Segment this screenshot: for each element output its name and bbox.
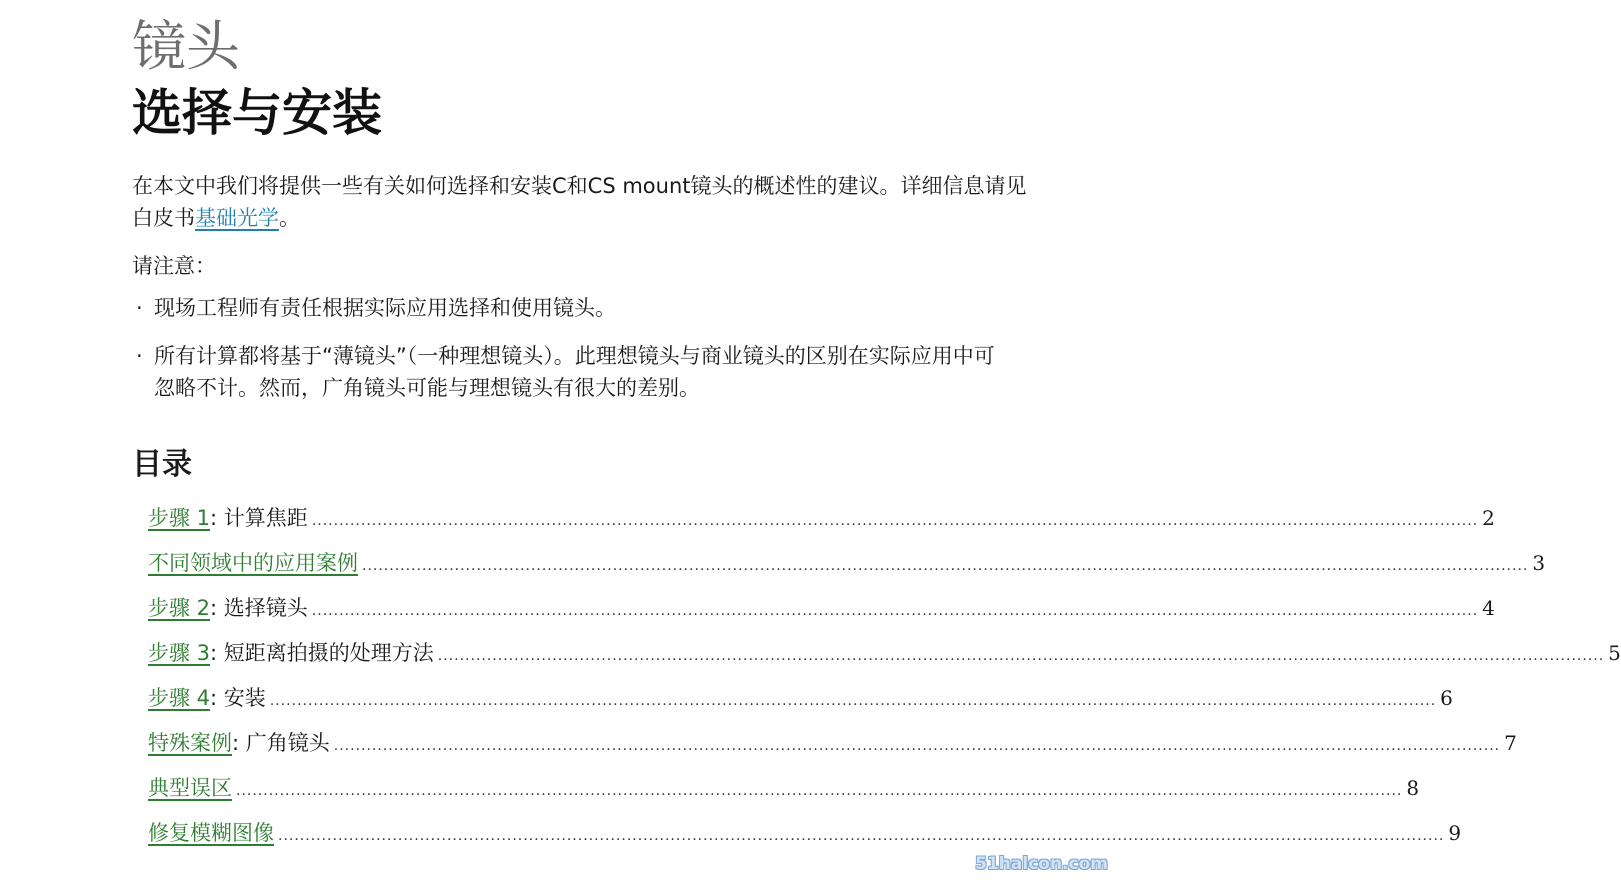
title-line-1: 镜头 — [132, 15, 240, 78]
toc-link[interactable]: 步骤 1 — [148, 506, 211, 530]
dot-leader: ...................................................................................................................................................................................................................... — [311, 513, 1479, 529]
toc-entry-title: : 短距离拍摄的处理方法 — [210, 641, 434, 665]
toc-entry-step-3 — [148, 635, 1621, 680]
note-item — [132, 340, 1012, 404]
toc-entry-title: : 选择镜头 — [210, 596, 308, 620]
toc-entry-title: : 广角镜头 — [232, 731, 330, 755]
intro-text-end: 。 — [279, 206, 300, 230]
note-item — [132, 292, 1012, 324]
toc-page-number: 5 — [1608, 641, 1621, 665]
toc-link[interactable]: 修复模糊图像 — [148, 821, 274, 845]
toc-page-number: 2 — [1482, 506, 1495, 530]
toc-link[interactable]: 步骤 4 — [148, 686, 211, 710]
toc-entry-special-case — [148, 725, 1517, 770]
toc-link[interactable]: 特殊案例 — [148, 731, 232, 755]
toc-link[interactable]: 不同领域中的应用案例 — [148, 551, 358, 575]
toc-entry-title: : 计算焦距 — [210, 506, 308, 530]
dot-leader: ...................................................................................................................................................................................................................... — [269, 693, 1437, 709]
intro-text: 在本文中我们将提供一些有关如何选择和安装C和CS mount镜头的概述性的建议。详细信息请见白皮书 — [132, 174, 1027, 230]
bullet-icon: · — [136, 344, 143, 368]
toc-entry-applications — [148, 545, 1546, 590]
bullet-icon: · — [136, 296, 143, 320]
basic-optics-link[interactable]: 基础光学 — [195, 206, 279, 230]
toc-page-number: 6 — [1440, 686, 1453, 710]
toc-link[interactable]: 步骤 3 — [148, 641, 211, 665]
toc-page-number: 8 — [1406, 776, 1420, 800]
dot-leader: ...................................................................................................................................................................................................................... — [311, 603, 1479, 619]
toc-entry-step-2 — [148, 590, 1495, 635]
toc-link[interactable]: 典型误区 — [148, 776, 232, 800]
toc-page-number: 4 — [1482, 596, 1495, 620]
toc-entry-common-mistakes — [148, 770, 1420, 815]
toc-page-number: 3 — [1532, 551, 1546, 575]
site-watermark: 51halcon.com — [975, 854, 1108, 874]
dot-leader: ...................................................................................................................................................................................................................... — [333, 738, 1501, 754]
dot-leader: ...................................................................................................................................................................................................................... — [437, 648, 1605, 664]
toc-entry-step-4 — [148, 680, 1453, 725]
toc-page-number: 9 — [1448, 821, 1462, 845]
table-of-contents — [148, 500, 1621, 860]
note-label: 请注意： — [132, 254, 216, 278]
toc-entry-title: : 安装 — [210, 686, 266, 710]
toc-heading: 目录 — [132, 447, 192, 482]
dot-leader: ...................................................................................................................................................................................................................... — [236, 783, 1403, 799]
note-item-text: 现场工程师有责任根据实际应用选择和使用镜头。 — [154, 296, 616, 320]
toc-page-number: 7 — [1504, 731, 1517, 755]
dot-leader: ...................................................................................................................................................................................................................... — [362, 558, 1529, 574]
toc-entry-step-1 — [148, 500, 1495, 545]
toc-link[interactable]: 步骤 2 — [148, 596, 211, 620]
title-line-2: 选择与安装 — [132, 84, 382, 142]
toc-entry-fix-blur — [148, 815, 1462, 860]
note-item-text: 所有计算都将基于“薄镜头”（一种理想镜头）。此理想镜头与商业镜头的区别在实际应用中可忽略不计。然而，广角镜头可能与理想镜头有很大的差别。 — [154, 344, 995, 400]
intro-paragraph — [132, 170, 1032, 234]
dot-leader: ...................................................................................................................................................................................................................... — [278, 828, 1445, 844]
